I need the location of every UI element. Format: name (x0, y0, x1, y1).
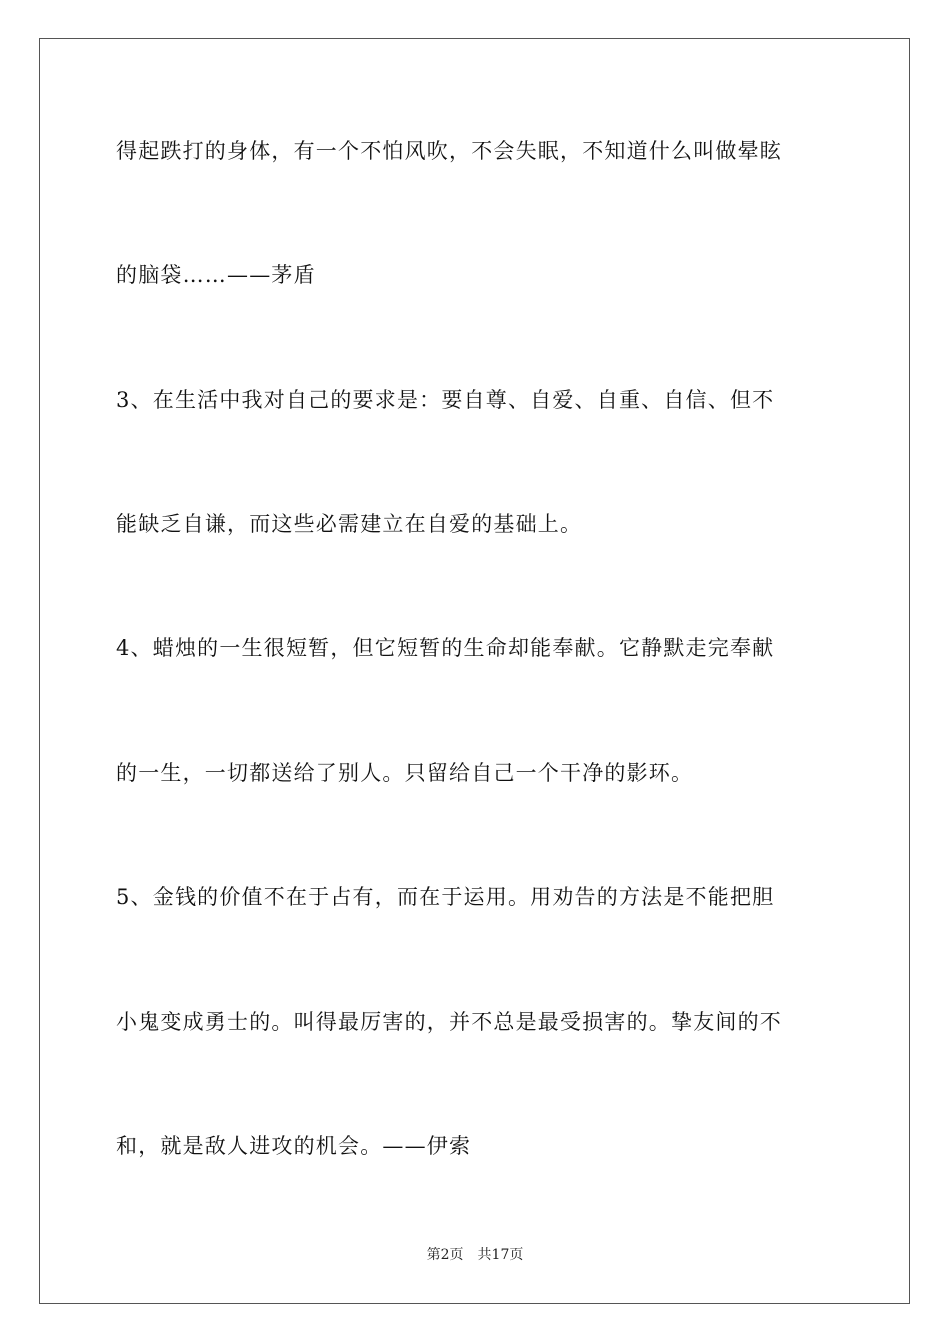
text-line: 能缺乏自谦，而这些必需建立在自爱的基础上。 (116, 512, 583, 536)
page-number: 第2页 (426, 1247, 464, 1263)
text-line: 5、金钱的价值不在于占有，而在于运用。用劝告的方法是不能把胆 (116, 885, 775, 909)
text-line: 和，就是敌人进攻的机会。——伊索 (116, 1134, 472, 1158)
text-line: 3、在生活中我对自己的要求是：要自尊、自爱、自重、自信、但不 (116, 388, 775, 412)
text-line: 4、蜡烛的一生很短暂，但它短暂的生命却能奉献。它静默走完奉献 (116, 636, 775, 660)
text-line: 的脑袋……——茅盾 (116, 263, 316, 287)
text-line: 小鬼变成勇士的。叫得最厉害的，并不总是最受损害的。挚友间的不 (116, 1010, 782, 1034)
page-total: 共17页 (477, 1247, 524, 1263)
text-line: 得起跌打的身体，有一个不怕风吹，不会失眠，不知道什么叫做晕眩 (116, 139, 782, 163)
page-footer (0, 1246, 950, 1264)
text-line: 的一生，一切都送给了别人。只留给自己一个干净的影环。 (116, 761, 694, 785)
page-frame (39, 38, 910, 1304)
